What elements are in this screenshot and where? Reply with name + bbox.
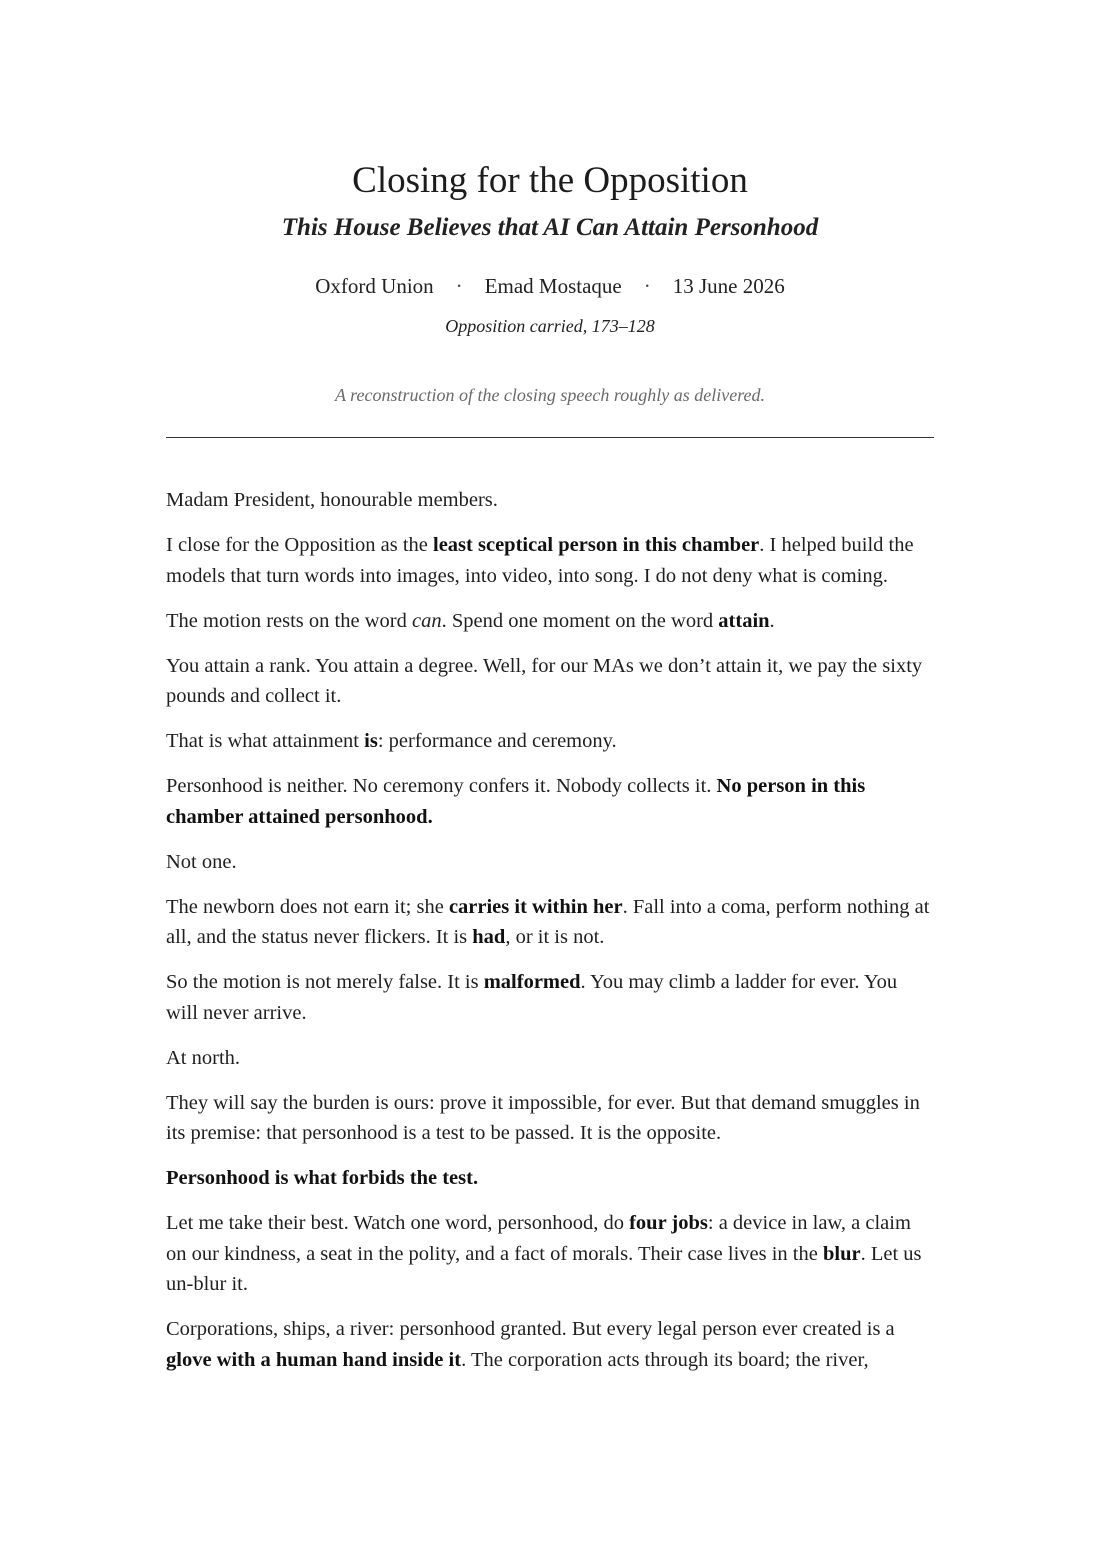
bold-phrase: is xyxy=(364,730,378,752)
paragraph: Madam President, honourable members. xyxy=(166,489,498,511)
bold-phrase: malformed xyxy=(483,971,581,993)
paragraph: You attain a rank. You attain a degree. Well, for our MAs we don’t attain it, we pay the sixty pounds and collect it. xyxy=(166,654,923,707)
text-run: : performance and ceremony. xyxy=(377,730,617,752)
page-title: Closing for the Opposition xyxy=(352,160,748,201)
speaker: Emad Mostaque xyxy=(484,274,622,298)
text-run: , or it is not. xyxy=(505,926,605,948)
bold-phrase: blur xyxy=(822,1242,861,1265)
paragraph xyxy=(166,1314,934,1375)
paragraph xyxy=(166,726,934,757)
text-run: Corporations, ships, a river: personhood granted. But every legal person ever created is a xyxy=(166,1318,895,1340)
paragraph: Not one. xyxy=(166,850,237,873)
text-run: The motion rests on the word xyxy=(166,609,412,632)
text-run: The newborn does not earn it; she xyxy=(166,895,449,918)
meta-line xyxy=(166,271,934,301)
bold-phrase: glove with a human hand inside it xyxy=(166,1348,462,1371)
paragraph xyxy=(166,892,934,953)
bold-phrase: least sceptical person in this chamber xyxy=(433,534,760,556)
paragraph: At north. xyxy=(166,1046,241,1069)
paragraph xyxy=(166,967,934,1028)
paragraph: They will say the burden is ours: prove it impossible, for ever. But that demand smuggles in its premise: that personhood is a test to be passed. It is the opposite. xyxy=(166,1091,920,1144)
text-run: That is what attainment xyxy=(166,730,365,752)
paragraph xyxy=(166,771,934,832)
vote-result: Opposition carried, 173–128 xyxy=(445,316,655,336)
page-subtitle: This House Believes that AI Can Attain Personhood xyxy=(281,214,819,241)
bold-phrase: No person in this chamber attained personhood. xyxy=(166,775,866,828)
bold-phrase: attain xyxy=(718,609,770,632)
text-run: : a device in law, a claim on our kindness, a seat in the polity, and a fact of morals. Their case lives in the xyxy=(166,1212,911,1265)
text-run: Let me take their best. Watch one word, personhood, do xyxy=(166,1212,630,1234)
bold-phrase: had xyxy=(472,926,506,948)
bold-phrase: carries it within her xyxy=(448,895,623,918)
paragraph xyxy=(166,530,934,591)
meta-separator: · xyxy=(455,274,463,298)
venue: Oxford Union xyxy=(315,274,434,298)
text-run: . Fall into a coma, perform nothing at all, and the status never flickers. It is xyxy=(166,895,930,948)
text-run: . I helped build the models that turn words into images, into video, into song. I do not deny what is coming. xyxy=(166,534,914,587)
speech-body xyxy=(166,485,934,1390)
text-run: So the motion is not merely false. It is xyxy=(166,971,484,993)
bold-phrase: Personhood is what forbids the test. xyxy=(166,1167,479,1189)
date: 13 June 2026 xyxy=(672,274,785,298)
text-run: Personhood is neither. No ceremony confers it. Nobody collects it. xyxy=(166,775,717,797)
text-run: . xyxy=(769,609,775,632)
text-run: . You may climb a ladder for ever. You will never arrive. xyxy=(166,971,898,1024)
text-run: . The corporation acts through its board; the river, xyxy=(461,1348,869,1371)
paragraph xyxy=(166,1163,934,1194)
text-run: . Let us un-blur it. xyxy=(166,1242,922,1295)
paragraph xyxy=(166,606,934,637)
bold-phrase: four jobs xyxy=(629,1212,708,1234)
text-run: I close for the Opposition as the xyxy=(166,534,434,556)
text-run: . Spend one moment on the word xyxy=(441,609,719,632)
paragraph xyxy=(166,1208,934,1300)
italic-word: can xyxy=(411,609,442,632)
header-divider xyxy=(166,437,934,438)
reconstruction-note: A reconstruction of the closing speech roughly as delivered. xyxy=(334,385,766,405)
meta-separator: · xyxy=(643,274,651,298)
